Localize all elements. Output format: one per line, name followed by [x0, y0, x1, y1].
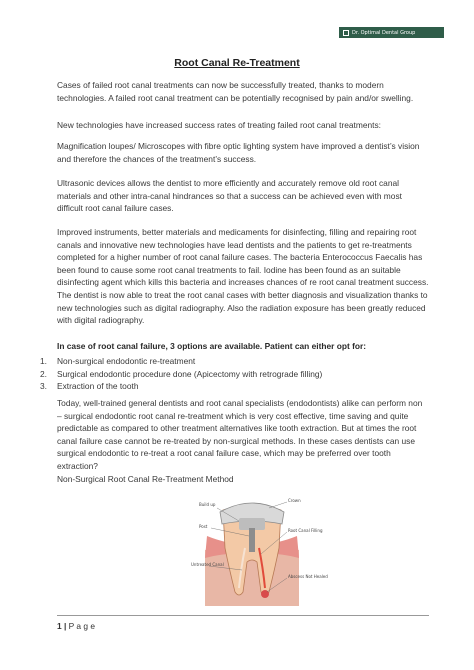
label-build-up: Build up: [199, 502, 216, 507]
label-abscess: Abscess Not Healed: [288, 574, 328, 579]
page-title: Root Canal Re-Treatment: [174, 57, 300, 69]
ultrasonic-paragraph: Ultrasonic devices allows the dentist to more efficiently and accurately remove old root canal materials and other intra-canal hindrances so that a success can be achieved even with most difficult root canal failure cases.: [57, 178, 402, 214]
footer-divider: [57, 615, 429, 616]
technologies-paragraph: New technologies have increased success rates of treating failed root canal treatments:: [57, 120, 382, 130]
intro-paragraph: Cases of failed root canal treatments can now be successfully treated, thanks to modern technologies. A failed root canal treatment can be potentially recognised by pain and/or swelling.: [57, 80, 414, 103]
label-post: Post: [199, 524, 208, 529]
page-number: 1: [57, 621, 62, 631]
options-heading: In case of root canal failure, 3 options are available. Patient can either opt for:: [57, 341, 367, 351]
logo-icon: [343, 30, 349, 36]
list-item: [40, 380, 322, 393]
list-number: 3.: [40, 381, 47, 392]
list-item: [40, 368, 322, 381]
instruments-paragraph: Improved instruments, better materials and medicaments for disinfecting, filling and repairing root canals and innovative new technologies have lead dentists and the patients to get re-treatments completed for a higher number of root canal failure cases. The bacteria Enterococcus Faecalis has been found to cause some root canal treatments to fail. Iodine has been found as an suitable disinfecting agent which kills this bacteria and increases chances of re root canal treatment success.: [57, 227, 429, 288]
list-item: [40, 355, 322, 368]
label-untreated: Untreated Canal: [191, 562, 224, 567]
label-crown: Crown: [288, 498, 301, 503]
list-text: Non-surgical endodontic re-treatment: [57, 356, 196, 366]
figure-caption: Non-Surgical Root Canal Re-Treatment Method: [57, 474, 234, 484]
diagnosis-paragraph: The dentist is now able to treat the root canal cases with better diagnosis and visualization thanks to new technologies such as digital radiography. Also the radiation exposure has been greatly reduced with digital radiography.: [57, 290, 428, 326]
options-list: [40, 355, 322, 393]
post: [249, 528, 255, 552]
list-number: 2.: [40, 368, 47, 379]
tooth-diagram: [187, 488, 328, 608]
page-footer: [57, 621, 95, 631]
page-separator: |: [64, 621, 67, 631]
label-line: [269, 502, 287, 508]
logo-text: Dr. Optimal Dental Group: [352, 29, 416, 36]
list-number: 1.: [40, 356, 47, 366]
logo-badge: [339, 27, 444, 38]
list-text: Extraction of the tooth: [57, 381, 139, 392]
magnification-paragraph: Magnification loupes/ Microscopes with fibre optic lighting system have improved a dentist’s vision and therefore the chances of the treatment’s success.: [57, 141, 420, 164]
list-text: Surgical endodontic procedure done (Apicectomy with retrograde filling): [57, 368, 323, 379]
closing-paragraph: Today, well-trained general dentists and root canal specialists (endodontists) alike can perform non – surgical endodontic root canal re-treatment which is very cost effective, time saving and quite predictable as compared to other treatment alternatives like tooth extraction. But at times the root canal failure case cannot be re-treated by non-surgical methods. In these cases dentists can use surgical endodontic to re-treat a root canal failure case, which may be preferred over tooth extraction?: [57, 398, 423, 471]
tooth-diagram-svg: [187, 488, 328, 608]
page-label: P a g e: [68, 621, 96, 631]
label-root-filling: Root Canal Filling: [288, 528, 323, 533]
